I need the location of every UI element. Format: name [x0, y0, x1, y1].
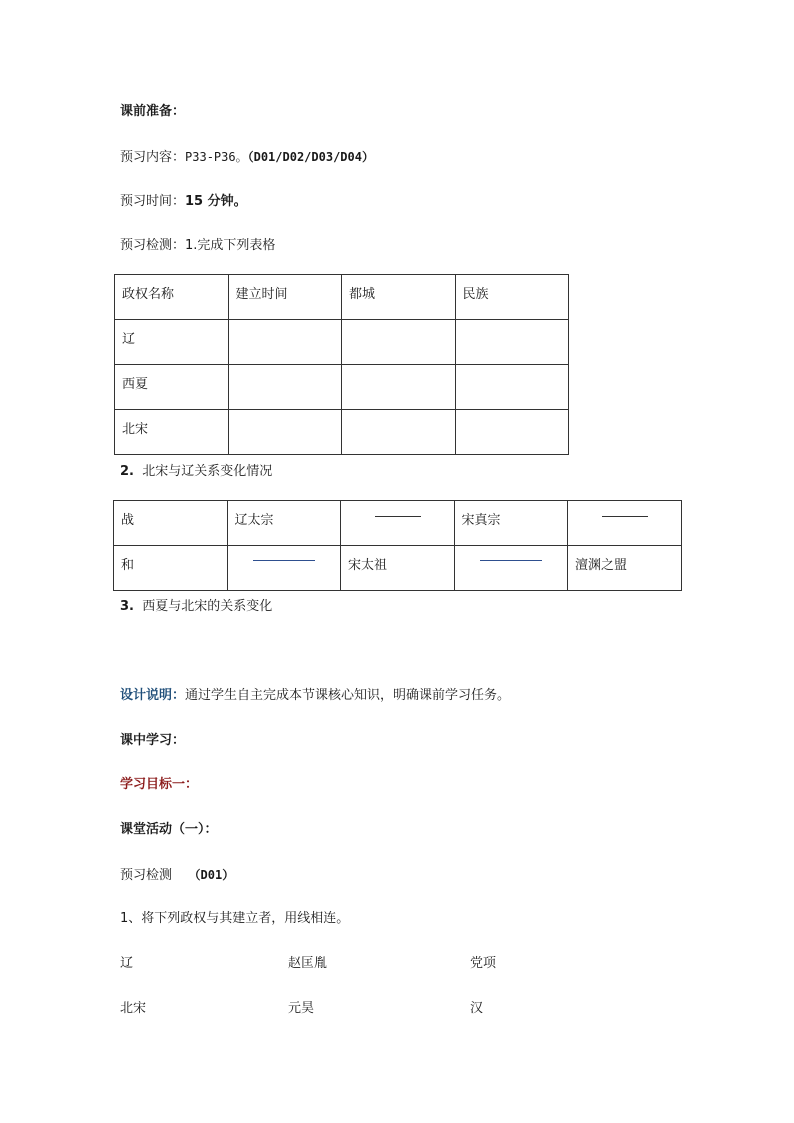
- preview-codes: （D01/D02/D03/D04）: [247, 150, 374, 164]
- table-header-row: [115, 275, 569, 320]
- learning-goal-heading: 学习目标一：: [120, 777, 199, 792]
- match-instruction: 1、将下列政权与其建立者，用线相连。: [120, 911, 350, 926]
- item3-line: [120, 598, 272, 616]
- match-item-left[interactable]: 北宋: [120, 1001, 147, 1016]
- table-row: [115, 410, 569, 455]
- blank-cell[interactable]: [341, 501, 455, 546]
- table-cell: 辽: [115, 320, 229, 365]
- table-header-cell: 民族: [455, 275, 569, 320]
- preview-check-d01-line: [120, 866, 234, 885]
- preview-time-label: 预习时间：: [120, 194, 186, 209]
- table-cell[interactable]: [455, 410, 569, 455]
- table-cell: 澶渊之盟: [568, 546, 682, 591]
- item2-text: 北宋与辽关系变化情况: [142, 464, 273, 479]
- design-note-label: 设计说明：: [120, 688, 186, 703]
- table-cell: 北宋: [115, 410, 229, 455]
- preview-content-label: 预习内容：: [120, 150, 186, 165]
- table-row: [115, 365, 569, 410]
- match-item-right[interactable]: 汉: [470, 1001, 484, 1016]
- blank-cell[interactable]: [568, 501, 682, 546]
- preview-time-value: 15 分钟。: [185, 194, 247, 209]
- table-cell[interactable]: [228, 410, 342, 455]
- song-liao-relations-table: [113, 500, 682, 591]
- item2-line: [120, 463, 272, 481]
- preview-time-line: [120, 193, 247, 211]
- item3-text: 西夏与北宋的关系变化: [142, 599, 273, 614]
- table-header-cell: 建立时间: [228, 275, 342, 320]
- item2-number: 2.: [120, 464, 134, 479]
- match-item-middle[interactable]: 元昊: [288, 1001, 315, 1016]
- table-cell[interactable]: [228, 365, 342, 410]
- preview-pages: P33-P36。: [185, 150, 248, 164]
- fill-blank-line[interactable]: [480, 560, 542, 561]
- match-item-middle[interactable]: 赵匡胤: [288, 956, 328, 971]
- table-row: [114, 546, 682, 591]
- blank-cell[interactable]: [227, 546, 341, 591]
- table-cell[interactable]: [342, 320, 456, 365]
- fill-blank-line[interactable]: [375, 516, 421, 517]
- table-header-cell: 都城: [342, 275, 456, 320]
- preview-check-line: [120, 237, 275, 255]
- match-item-left[interactable]: 辽: [120, 956, 134, 971]
- table-cell[interactable]: [342, 365, 456, 410]
- match-item-right[interactable]: 党项: [470, 956, 497, 971]
- prep-heading: 课前准备：: [120, 104, 186, 119]
- blank-cell[interactable]: [454, 546, 568, 591]
- table-row: [115, 320, 569, 365]
- preview-content-line: [120, 148, 374, 167]
- table-cell[interactable]: [455, 320, 569, 365]
- preview-check-label: 预习检测: [120, 868, 173, 883]
- table-cell: 和: [114, 546, 228, 591]
- table-cell: 宋真宗: [454, 501, 568, 546]
- table-cell[interactable]: [228, 320, 342, 365]
- in-class-heading: 课中学习：: [120, 733, 186, 748]
- preview-check-item1: 1.完成下列表格: [185, 238, 276, 253]
- table-row: [114, 501, 682, 546]
- table-header-cell: 政权名称: [115, 275, 229, 320]
- table-cell: 西夏: [115, 365, 229, 410]
- design-note-line: [120, 687, 510, 705]
- table-cell[interactable]: [342, 410, 456, 455]
- table-cell: 战: [114, 501, 228, 546]
- activity-heading: 课堂活动（一）：: [120, 822, 218, 837]
- design-note-text: 通过学生自主完成本节课核心知识，明确课前学习任务。: [185, 688, 511, 703]
- table-cell: 宋太祖: [341, 546, 455, 591]
- fill-blank-line[interactable]: [253, 560, 315, 561]
- preview-check-code: （D01）: [188, 868, 235, 882]
- preview-check-label: 预习检测：: [120, 238, 186, 253]
- regime-table: [114, 274, 569, 455]
- fill-blank-line[interactable]: [602, 516, 648, 517]
- table-cell: 辽太宗: [227, 501, 341, 546]
- item3-number: 3.: [120, 599, 134, 614]
- table-cell[interactable]: [455, 365, 569, 410]
